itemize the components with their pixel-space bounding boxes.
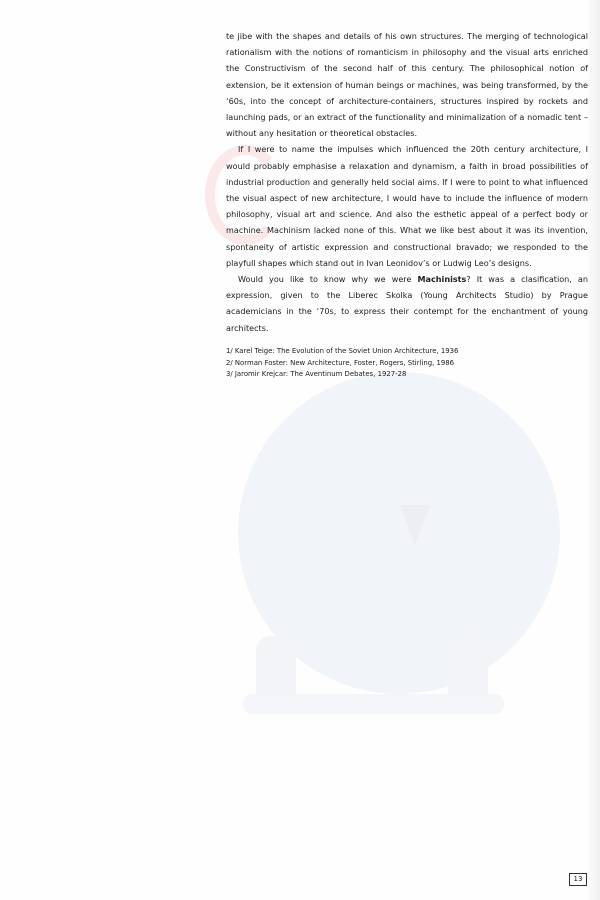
machinists-emphasis: Machinists	[417, 274, 467, 285]
body-text	[226, 28, 588, 336]
paragraph-3-rest: ? It was a clasification, an expression, given to the Liberec Skolka (Young Architects Studio) by Prague academicians in the ‘70s, to express their contempt for the enchantment of young architects.	[226, 274, 588, 333]
footnote-1: 1/ Karel Teige: The Evolution of the Soviet Union Architecture, 1936	[226, 347, 459, 355]
footnote-3: 3/ Jaromir Krejcar: The Aventinum Debates, 1927-28	[226, 370, 407, 378]
paragraph-3-lead: Would you like to know why we were	[238, 274, 418, 285]
page-number: 13	[569, 873, 587, 886]
bleed-through-base	[242, 694, 504, 714]
paragraph-2: If I were to name the impulses which influenced the 20th century architecture, I would probably emphasise a relaxation and dynamism, a faith in broad possibilities of industrial production and generally held social aims. If I were to point to what influenced the visual aspect of new architecture, I would have to include the influence of modern philosophy, visual art and science. And also the esthetic appeal of a perfect body or machine. Machinism lacked none of this. What we like best about it was its invention, spontaneity of artistic expression and constructional bravado; we responded to the playfull shapes which stand out in Ivan Leonidov’s or Ludwig Leo’s designs.	[226, 144, 588, 268]
paragraph-3	[226, 271, 588, 336]
page-edge-shadow	[588, 0, 600, 900]
footnote-2: 2/ Norman Foster: New Architecture, Foster, Rogers, Stirling, 1986	[226, 358, 455, 367]
footnotes	[226, 346, 588, 381]
paragraph-1: te jibe with the shapes and details of his own structures. The merging of technological rationalism with the notions of romanticism in philosophy and the visual arts enriched the Constructivism of the second half of this century. The philosophical notion of extension, be it extension of human beings or machines, was being transformed, by the ‘60s, into the concept of architecture-containers, structures inspired by rockets and launching pads, or an extract of the functionality and minimalization of a nomadic tent – without any hesitation or theoretical obstacles.	[226, 31, 588, 139]
